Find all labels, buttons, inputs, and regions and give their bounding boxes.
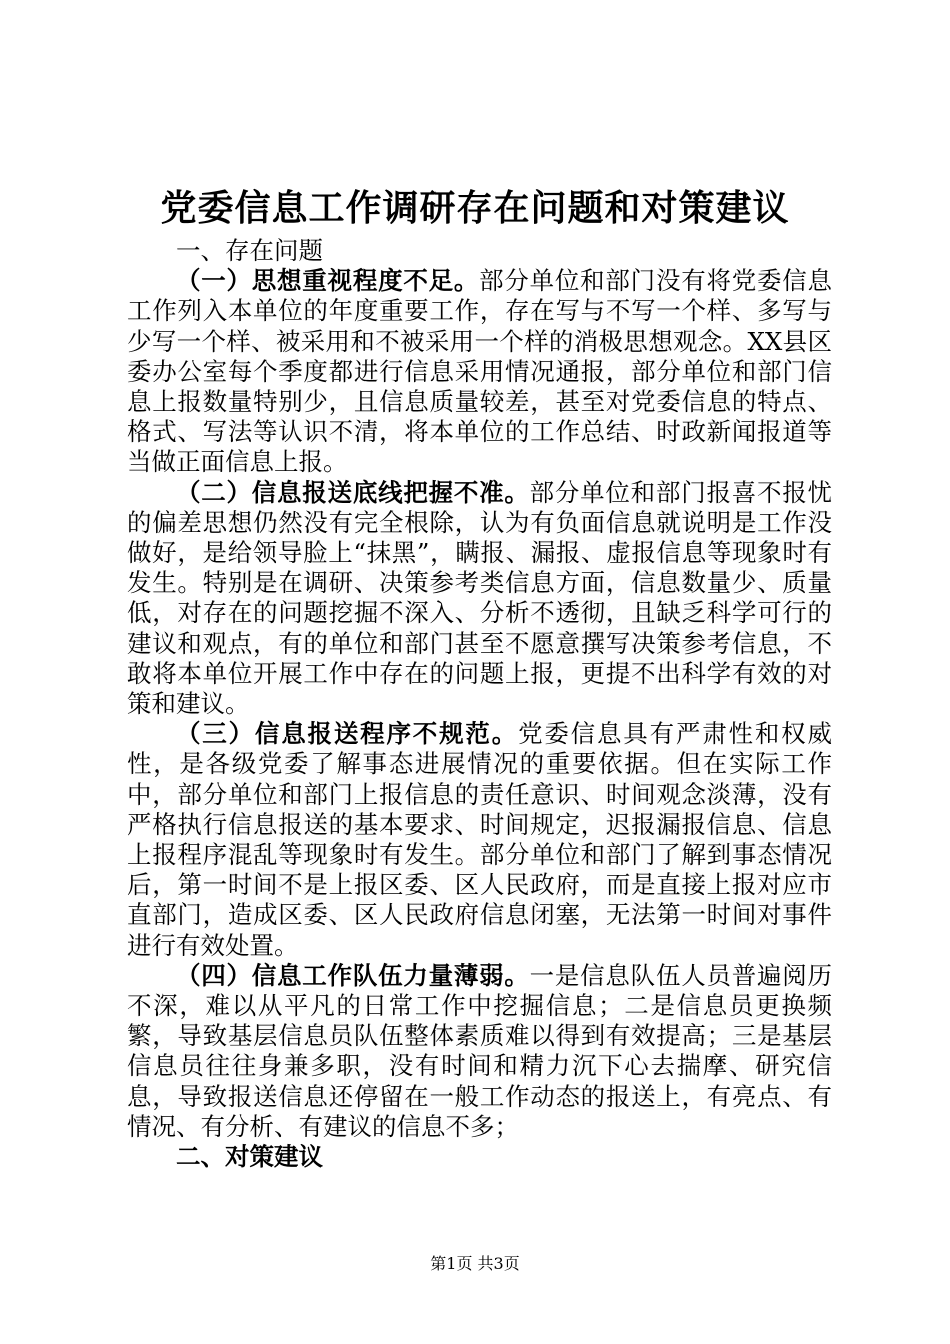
page-number-footer: 第1页 共3页	[430, 1254, 520, 1273]
paragraph-text: 一是信息队伍人员普遍阅历不深，难以从平凡的日常工作中挖掘信息；二是信息员更换频繁，导致基层信息员队伍整体素质难以得到有效提高；三是基层信息员往往身兼多职，没有时间和精力沉下心去揣摩、研究信息，导致报送信息还停留在一般工作动态的报送上，有亮点、有情况、有分析、有建议的信息不多；	[127, 960, 832, 1141]
paragraph-2	[127, 478, 832, 720]
section-heading-suggestions: 二、对策建议	[176, 1142, 323, 1172]
section-heading-problems: 一、存在问题	[176, 236, 323, 265]
paragraph-text: 部分单位和部门没有将党委信息工作列入本单位的年度重要工作，存在写与不写一个样、多写与少写一个样、被采用和不被采用一个样的消极思想观念。XX县区委办公室每个季度都进行信息采用情况通报，部分单位和部门信息上报数量特别少，且信息质量较差，甚至对党委信息的特点、格式、写法等认识不清，将本单位的工作总结、时政新闻报道等当做正面信息上报。	[127, 266, 833, 477]
paragraph-3	[127, 719, 832, 961]
paragraph-lead: （四）信息工作队伍力量薄弱。	[176, 960, 530, 990]
document-body	[127, 236, 832, 1172]
document-title: 党委信息工作调研存在问题和对策建议	[160, 187, 790, 229]
paragraph-text: 部分单位和部门报喜不报忧的偏差思想仍然没有完全根除，认为有负面信息就说明是工作没做好，是给领导脸上“抹黑”，瞒报、漏报、虚报信息等现象时有发生。特别是在调研、决策参考类信息方面，信息数量少、质量低，对存在的问题挖掘不深入、分析不透彻，且缺乏科学可行的建议和观点，有的单位和部门甚至不愿意撰写决策参考信息，不敢将本单位开展工作中存在的问题上报，更提不出科学有效的对策和建议。	[127, 477, 832, 719]
paragraph-text: 党委信息具有严肃性和权威性，是各级党委了解事态进展情况的重要依据。但在实际工作中，部分单位和部门上报信息的责任意识、时间观念淡薄，没有严格执行信息报送的基本要求、时间规定，迟报漏报信息、信息上报程序混乱等现象时有发生。部分单位和部门了解到事态情况后，第一时间不是上报区委、区人民政府，而是直接上报对应市直部门，造成区委、区人民政府信息闭塞，无法第一时间对事件进行有效处置。	[127, 719, 832, 960]
paragraph-4	[127, 961, 832, 1142]
paragraph-lead: （一）思想重视程度不足。	[176, 266, 480, 296]
paragraph-lead: （二）信息报送底线把握不准。	[176, 477, 530, 507]
paragraph-1	[127, 266, 832, 477]
paragraph-lead: （三）信息报送程序不规范。	[176, 719, 519, 749]
